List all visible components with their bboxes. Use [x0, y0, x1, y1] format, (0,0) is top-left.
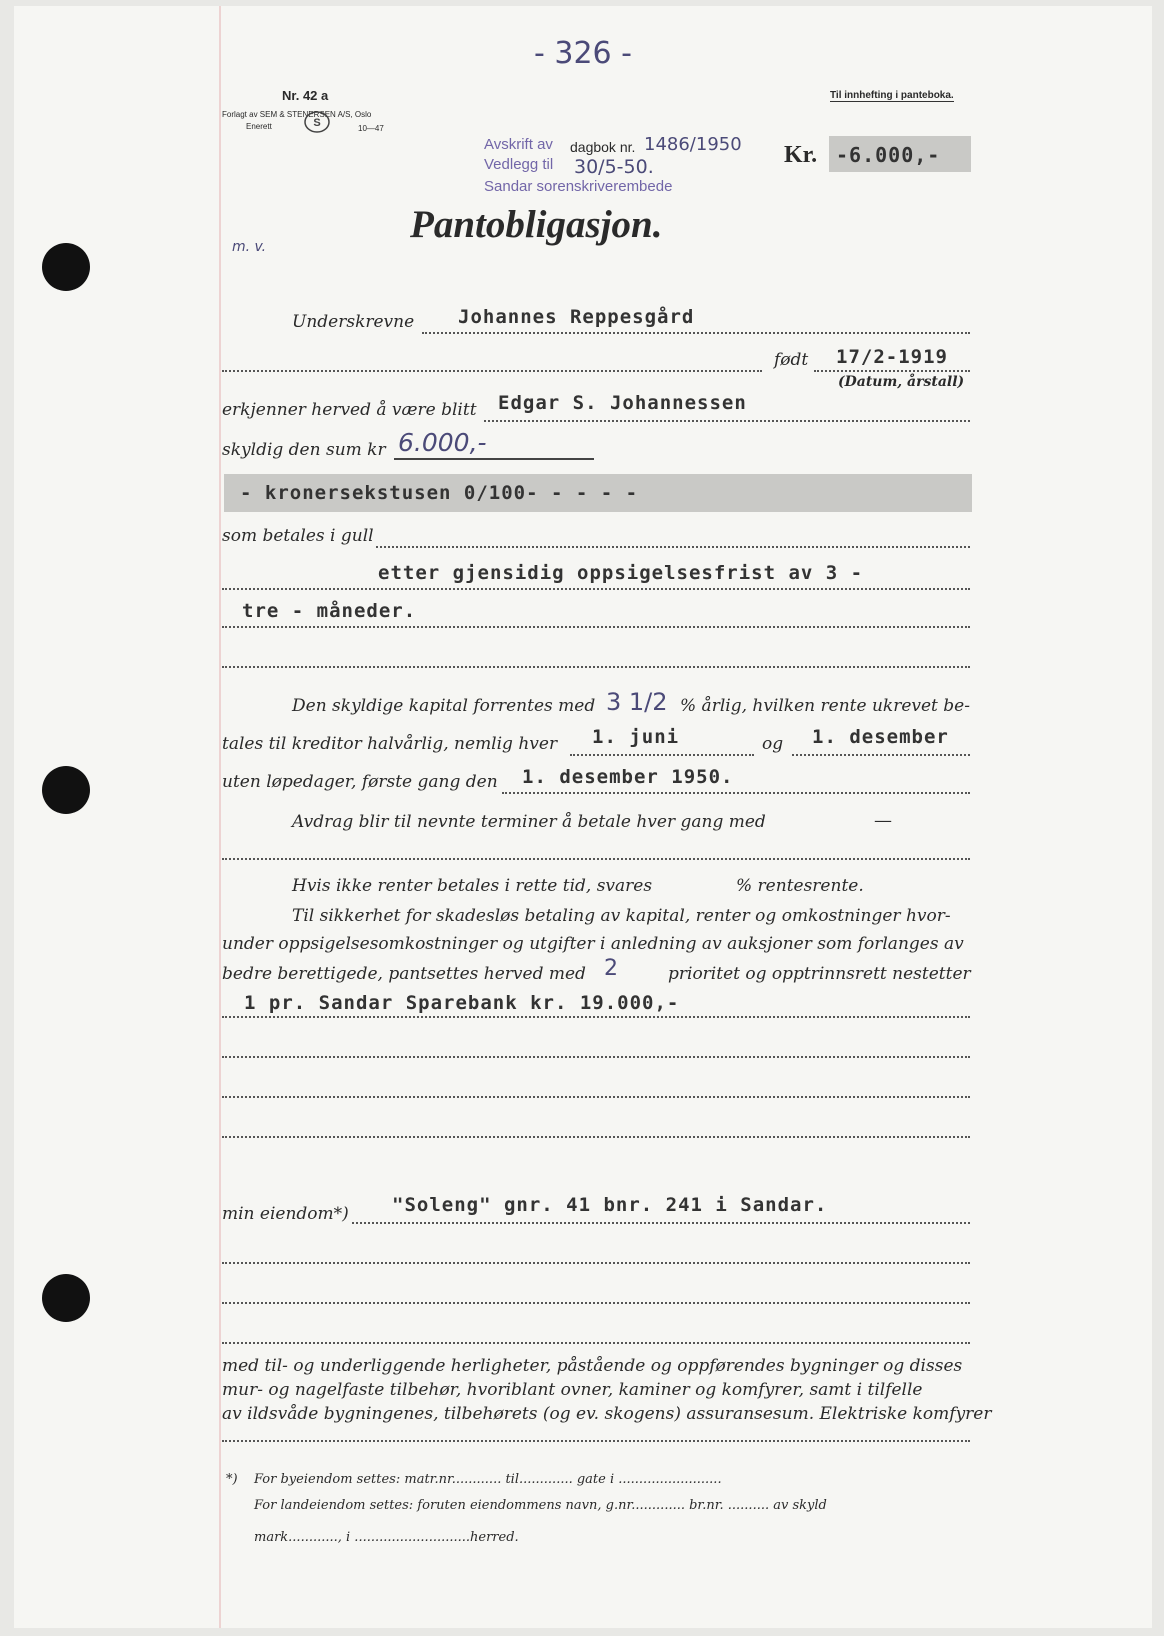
dotted-line	[222, 1056, 970, 1058]
born-hint: (Datum, årstall)	[838, 374, 965, 390]
stamp-attachment-label: Vedlegg til	[484, 156, 554, 173]
closing-line-2: mur- og nagelfaste tilbehør, hvoriblant ovner, kaminer og komfyrer, samt i tilfelle	[222, 1380, 923, 1400]
document-page	[14, 6, 1152, 1628]
sum-label: skyldig den sum kr	[222, 440, 386, 460]
binding-note: Til innhefting i panteboka.	[830, 90, 954, 101]
security-line-2: under oppsigelsesomkostninger og utgifter i anledning av auksjoner som forlanges av	[222, 934, 964, 954]
interest-text-a: Den skyldige kapital forrentes med	[292, 696, 596, 716]
sum-value: 6.000,-	[398, 428, 487, 457]
stamp-attachment-date: 30/5-50.	[574, 156, 654, 178]
dotted-line	[222, 1302, 970, 1304]
amount-label: Kr.	[784, 142, 818, 168]
sum-underline	[394, 458, 594, 460]
form-publisher: Forlagt av SEM & STENERSEN A/S, Oslo	[222, 110, 372, 119]
avdrag-value: —	[874, 810, 892, 831]
dotted-line	[222, 1016, 970, 1018]
initials: m. v.	[232, 239, 267, 255]
dotted-line	[376, 546, 970, 548]
interest-date-1: 1. juni	[592, 726, 680, 748]
dotted-line	[222, 1136, 970, 1138]
dotted-line	[222, 858, 970, 860]
form-exclusive: Enerett	[246, 122, 272, 131]
born-label: født	[774, 350, 809, 370]
page-number: - 326 -	[534, 36, 632, 71]
property-label: min eiendom*)	[222, 1204, 349, 1224]
dotted-line	[222, 370, 762, 372]
security-line-3b: prioritet og opptrinnsrett nestetter	[668, 964, 971, 984]
dotted-line	[792, 754, 970, 756]
dotted-line	[484, 420, 970, 422]
punch-hole	[42, 766, 90, 814]
punch-hole	[42, 243, 90, 291]
dotted-line	[222, 1342, 970, 1344]
dotted-line	[222, 588, 970, 590]
priority-value: 2	[604, 956, 618, 981]
punch-hole	[42, 1274, 90, 1322]
footnote-line-1: For byeiendom settes: matr.nr............ til............. gate i .........................	[254, 1472, 722, 1487]
property-value: "Soleng" gnr. 41 bnr. 241 i Sandar.	[392, 1194, 828, 1216]
dotted-line	[352, 1222, 970, 1224]
dotted-line	[222, 626, 970, 628]
avdrag-text: Avdrag blir til nevnte terminer å betale hver gang med	[292, 812, 766, 832]
gold-label: som betales i gull	[222, 526, 374, 546]
dotted-line	[222, 1440, 970, 1442]
interest-text-c: tales til kreditor halvårlig, nemlig hver	[222, 734, 558, 754]
stamp-dagbok-label: dagbok nr.	[570, 139, 636, 155]
stamp-office: Sandar sorenskriverembede	[484, 178, 673, 195]
margin-line	[219, 6, 221, 1628]
security-line-3a: bedre berettigede, pantsettes herved med	[222, 964, 586, 984]
footnote-line-2: For landeiendom settes: foruten eiendommens navn, g.nr............. br.nr. .......... av skyld	[254, 1498, 827, 1513]
publisher-logo-icon	[302, 110, 332, 134]
document-title: Pantobligasjon.	[410, 203, 663, 246]
amount-value: -6.000,-	[836, 143, 941, 167]
undersigned-label: Underskrevne	[292, 312, 415, 332]
creditor-label: erkjenner herved å være blitt	[222, 400, 477, 420]
penalty-text-b: % rentesrente.	[736, 876, 864, 896]
interest-og: og	[762, 734, 784, 754]
footnote-line-3: mark............, i ............................herred.	[254, 1530, 519, 1545]
sum-words: - kronersekstusen 0/100- - - - -	[240, 482, 639, 504]
form-edition: 10—47	[358, 124, 384, 133]
dotted-line	[222, 666, 970, 668]
terms-line-1: etter gjensidig oppsigelsesfrist av 3 -	[378, 562, 864, 584]
security-line-1: Til sikkerhet for skadesløs betaling av kapital, renter og omkostninger hvor-	[292, 906, 951, 926]
interest-date-2: 1. desember	[812, 726, 949, 748]
dotted-line	[814, 370, 970, 372]
dotted-line	[570, 754, 754, 756]
svg-text:S: S	[313, 117, 321, 129]
dotted-line	[502, 792, 970, 794]
stamp-dagbok-number: 1486/1950	[644, 134, 742, 155]
closing-line-1: med til- og underliggende herligheter, påstående og oppførendes bygninger og disses	[222, 1356, 963, 1376]
dotted-line	[422, 332, 970, 334]
form-number: Nr. 42 a	[282, 88, 329, 103]
interest-text-b: % årlig, hvilken rente ukrevet be-	[680, 696, 970, 716]
creditor-value: Edgar S. Johannessen	[498, 392, 747, 414]
undersigned-value: Johannes Reppesgård	[458, 306, 695, 328]
dotted-line	[222, 1096, 970, 1098]
interest-text-d: uten løpedager, første gang den	[222, 772, 498, 792]
stamp-copy-label: Avskrift av	[484, 136, 553, 153]
closing-line-3: av ildsvåde bygningenes, tilbehørets (og ev. skogens) assuransesum. Elektriske komfyrer	[222, 1404, 992, 1424]
interest-first-date: 1. desember 1950.	[522, 766, 734, 788]
footnote-mark: *)	[226, 1472, 238, 1487]
terms-line-2: tre - måneder.	[242, 600, 417, 622]
prior-lien: 1 pr. Sandar Sparebank kr. 19.000,-	[244, 992, 680, 1014]
born-value: 17/2-1919	[836, 346, 948, 368]
interest-rate: 3 1/2	[606, 688, 668, 716]
dotted-line	[222, 1262, 970, 1264]
penalty-text-a: Hvis ikke renter betales i rette tid, svares	[292, 876, 653, 896]
